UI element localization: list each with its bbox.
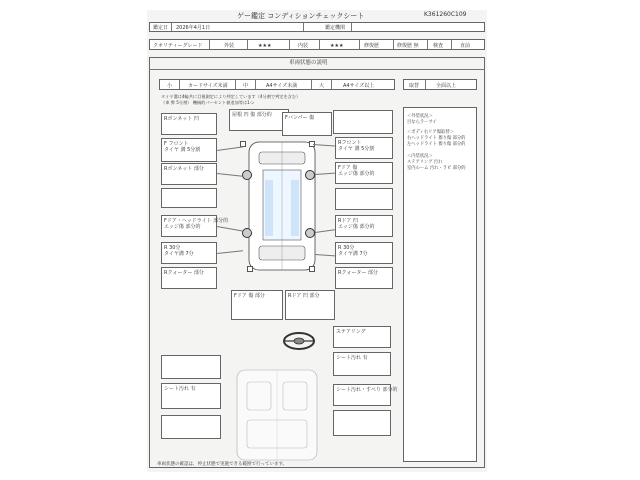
side-note-8: 室内ルーム 汚れ・ラビ 部分的: [407, 166, 466, 171]
condition-box: ステアリング: [333, 326, 391, 348]
side-note-7: ステアリング 汚れ: [407, 160, 443, 165]
header-row-grade: [149, 39, 485, 50]
replace-label: 取替: [409, 82, 420, 89]
condition-box: Rクォーター 部分: [335, 267, 393, 289]
legend-desc-large: A4サイズ以上: [343, 82, 375, 89]
condition-box: R 30分 タイヤ溝 7分: [335, 242, 393, 264]
date-value: 2026年4月1日: [176, 25, 211, 31]
header-row-date: [149, 22, 485, 32]
condition-box: 屋根 凹 傷 部分的: [229, 109, 289, 131]
condition-box: F フロント タイヤ 溝 5分割: [161, 138, 217, 162]
condition-box: Fドア・ヘッドライト 部分的 エッジ傷 部分的: [161, 215, 217, 237]
side-notes-panel: [403, 107, 477, 462]
condition-box: [333, 410, 391, 436]
tire-front-left-icon: [242, 170, 252, 180]
condition-box: シート汚れ 有: [333, 352, 391, 376]
exterior-label: 外装: [224, 42, 235, 49]
legend-key-medium: 中: [243, 82, 249, 89]
inspection-value: 直前: [460, 42, 471, 49]
exterior-value: ★★★: [258, 42, 272, 49]
side-note-6: ＜内装状況＞: [407, 154, 433, 159]
grade-label: クオリティーグレード: [153, 42, 203, 49]
date-label: 鑑定日: [153, 25, 169, 31]
tire-rear-right-icon: [305, 228, 315, 238]
doc-number: K361260C109: [424, 11, 467, 18]
condition-box: Rフロント タイヤ 溝 5分割: [335, 137, 393, 159]
condition-box: Fバンパー 傷: [282, 112, 332, 136]
size-legend: [159, 79, 395, 90]
condition-box: Rボンネット 凹: [161, 113, 217, 135]
agency-label: 鑑定機関: [325, 25, 346, 31]
condition-box: Rクォーター 部分: [161, 267, 217, 289]
condition-box: シート汚れ・すべり 部分的: [333, 384, 391, 406]
tire-front-right-icon: [305, 170, 315, 180]
condition-box: Rドア 凹 部分: [285, 290, 335, 320]
section-title: 車両状態の説明: [289, 60, 328, 66]
side-note-3: ＜ボディ右リア傷取替＞: [407, 130, 454, 135]
condition-box: シート汚れ 有: [161, 383, 221, 409]
interior-seat-diagram: [227, 362, 327, 462]
sheet-title: ゲー鑑定 コンディションチェックシート: [237, 12, 365, 20]
legend-key-small: 小: [167, 82, 173, 89]
side-note-1: ＜外装状況＞: [407, 114, 433, 119]
condition-box: Fドア 傷 エッジ傷 部分的: [335, 162, 393, 184]
legend-desc-medium: A4サイズ未満: [266, 82, 298, 89]
replace-legend: [403, 79, 477, 90]
tire-rear-left-icon: [242, 228, 252, 238]
interior-value: ★★★: [330, 42, 344, 49]
interior-label: 内装: [298, 42, 309, 49]
steering-wheel-icon: [281, 330, 317, 352]
condition-box: R 30分 タイヤ溝 7分: [161, 242, 217, 264]
condition-box: [161, 355, 221, 379]
condition-check-sheet: [147, 10, 487, 472]
repair-value: 修復歴 無: [397, 42, 419, 49]
note-line-2: （車 弊 5分割） 機械的パーセント値追加等は1つ: [161, 100, 254, 105]
note-line-1: タイヤ溝は4輪共に目視測定により判定しています（4分割で判定を含む）: [161, 94, 301, 99]
legend-desc-small: カードサイズ未満: [188, 82, 228, 89]
inspection-label: 検査: [433, 42, 444, 49]
condition-box: Rドア 凹 エッジ傷 部分的: [335, 215, 393, 237]
footer-note: 車両状態の確認は、停止状態で実施できる範囲で行っています。: [157, 462, 288, 467]
side-note-4: 右ヘッドライト 擦り傷 部分的: [407, 136, 466, 141]
car-top-view-diagram: [207, 130, 357, 280]
side-note-2: 目ならラーサイ: [407, 120, 437, 125]
legend-key-large: 大: [319, 82, 325, 89]
condition-box: [161, 415, 221, 439]
condition-box: Rボンネット 部分: [161, 163, 217, 185]
replace-value: 全面以上: [436, 82, 457, 89]
repair-label: 修復歴: [364, 42, 380, 49]
condition-box: Fドア 傷 部分: [231, 290, 283, 320]
side-note-5: 左ヘッドライト 擦り傷 部分的: [407, 142, 466, 147]
